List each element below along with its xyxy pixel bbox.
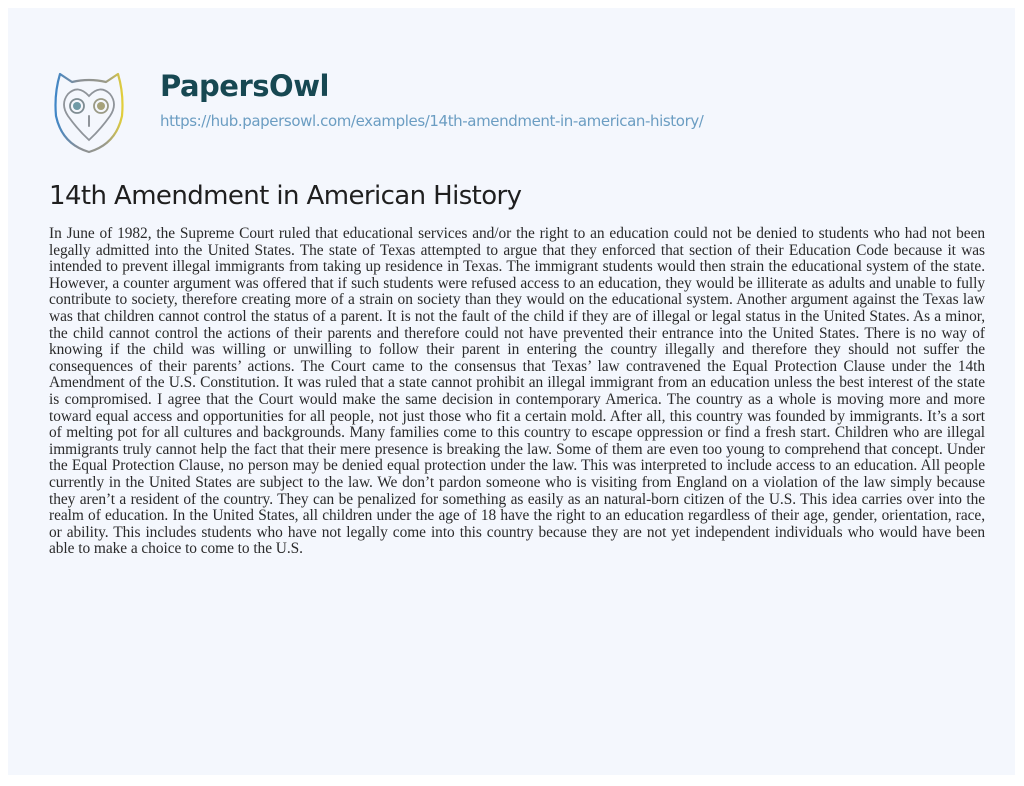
owl-logo-icon bbox=[50, 64, 128, 156]
article-title: 14th Amendment in American History bbox=[49, 181, 522, 211]
brand-name[interactable]: PapersOwl bbox=[160, 69, 329, 103]
site-header bbox=[50, 64, 950, 160]
article-body: In June of 1982, the Supreme Court ruled that educational services and/or the right to an education could not be denied to students who had not been legally admitted into the United States. The state of Texas attempted to argue that they enforced that section of their Education Code because it was intended to prevent illegal immigrants from taking up residence in Texas. The immigrant students would then strain the educational system of the state. However, a counter argument was offered that if such students were refused access to an education, they would be illiterate as adults and unable to fully contribute to society, therefore creating more of a strain on society than they would on the educational system. Another argument against the Texas law was that children cannot control the status of a parent. It is not the fault of the child if they are of illegal or legal status in the United States. As a minor, the child cannot control the actions of their parents and therefore could not have prevented their entrance into the United States. There is no way of knowing if the child was willing or unwilling to follow their parent in entering the country illegally and therefore they should not suffer the consequences of their parents’ actions. The Court came to the consensus that Texas’ law contravened the Equal Protection Clause under the 14th Amendment of the U.S. Constitution. It was ruled that a state cannot prohibit an illegal immigrant from an education unless the best interest of the state is compromised. I agree that the Court would make the same decision in contemporary America. The country as a whole is moving more and more toward equal access and opportunities for all people, not just those who fit a certain mold. After all, this country was founded by immigrants. It’s a sort of melting pot for all cultures and backgrounds. Many families come to this country to escape oppression or find a fresh start. Children who are illegal immigrants truly cannot help the fact that their mere presence is breaking the law. Some of them are even too young to comprehend that concept. Under the Equal Protection Clause, no person may be denied equal protection under the law. This was interpreted to include access to an education. All people currently in the United States are subject to the law. We don’t pardon someone who is visiting from England on a violation of the law simply because they aren’t a resident of the country. They can be penalized for something as easily as an natural-born citizen of the U.S. This idea carries over into the realm of education. In the United States, all children under the age of 18 have the right to an education regardless of their age, gender, orientation, race, or ability. This includes students who have not legally come into this country because they are not yet independent individuals who would have been able to make a choice to come to the U.S. bbox=[49, 225, 985, 558]
source-url-link[interactable]: https://hub.papersowl.com/examples/14th-amendment-in-american-history/ bbox=[160, 112, 704, 130]
document-sheet bbox=[8, 8, 1015, 775]
